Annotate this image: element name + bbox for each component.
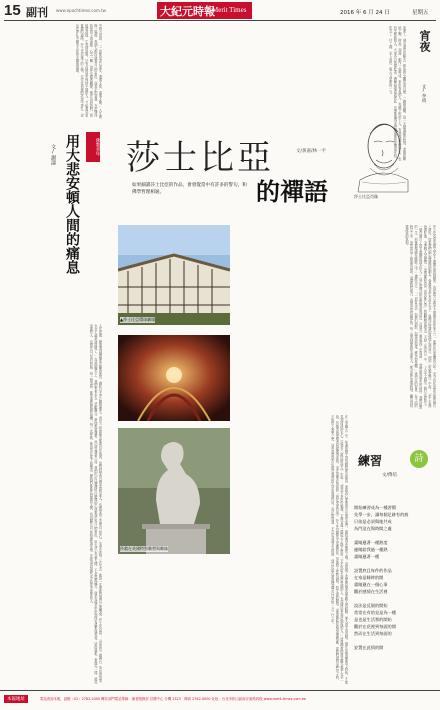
poem-line <box>354 595 434 602</box>
poem-top: 夜深了，城市還沒有睡去，街角的小攤冒著白煙，一碗熱湯麵，是一天最溫暖的時刻。老闆熟練地下麵、撈起、加湯，動作一氣呵成。來吃宵夜的人，有剛下班的工人，有熬夜讀書的學生，也有失眠的旅人。大家各自低頭吃著，偶爾抬頭看看彼此，彷彿都懂得這份深夜裡的孤獨與安慰。吃完了，付了錢，走入夜色，明天又是新的一天。 宵夜 文/李靖 <box>388 26 431 161</box>
section-name: 副刊 <box>26 6 48 19</box>
poem-line: 安置在此情的開 <box>354 645 384 650</box>
left-article-kicker: 佛教青年 <box>86 132 100 162</box>
poem-line: 畫睛遞著一種 <box>354 554 380 559</box>
globe-theatre-photo <box>118 225 230 325</box>
header-url: www.epochtimes.com.tw <box>56 8 106 13</box>
left-article-author: 文/謝濤 <box>50 144 56 165</box>
poem-top-author: 文/李靖 <box>421 84 426 103</box>
masthead-box <box>157 2 252 19</box>
shakespeare-statue-photo <box>118 428 230 554</box>
poem-right <box>352 452 436 684</box>
poem-right-author: 文/傅培 <box>382 473 398 478</box>
left-article: 亨利五世說：「一切都是由心而生，遇事不慌，處事不驚。」人生就像一場戲，每個人都扮演著自己的角色，而真正的智慧，在於懂得如何放下與承擔。心念一轉，世界也跟著轉變。佛法告訴我們，煩惱即菩提，生死即涅槃。只有在困境中保持平靜的人，才能看見更寬廣的道路。莎士比亞筆下的人物，往往在命運的洪流中掙扎，卻也在掙扎中顯出人性的光輝與尊嚴。 佛教青年 用大悲安頓人間的痛息 文/謝濤 人在世間，總會遇到種種的苦難與挫折。佛陀以大悲心觀照眾生，看見一切的痛苦都源自於執著。當我們學會以慈悲看待他人，也就學會了安頓自己的心。生命中的每一次失去，都是一次重新認識自己的機會。莎士比亞說：「世界是一個舞台，所有的男男女女不過是演員罷了。」在這個舞台上，我們來來去去，悲歡離合，最終都要謝幕。然而在謝幕之前，我們仍可以選擇用什麼樣的心情來演出自己的角色。用大悲心安頓人間，不是逃避痛苦，而是在痛苦中依然保有溫柔與善意。這份溫柔，會像光一樣，照亮身邊的人，也照亮自己前行的路。每一個清晨，都是重新開始的契機；每一次呼吸，都是活在當下的練習。願我們都能在紛擾的人間，找到屬於自己的寧靜與安穩，並把這份寧靜分享給更多需要的人。 <box>50 24 102 684</box>
portrait-sketch <box>348 110 418 200</box>
poem-line <box>354 532 434 539</box>
poem-line: 是也是生活那的開始 <box>354 617 392 622</box>
theatre-interior-photo <box>118 335 230 421</box>
page-number: 15 <box>4 2 21 19</box>
portrait-caption: 莎士比亞肖像 <box>354 194 378 199</box>
header-rule <box>4 20 436 21</box>
poem-line: 設法是反個的開始 <box>354 603 388 608</box>
poem-line: 觀於在花裡到每面的開 <box>354 624 396 629</box>
poem-line: 設置底且每件的作品 <box>354 568 392 573</box>
poem-line: 畫睛遞在一個心事 <box>354 582 388 587</box>
issue-date: 2016 年 6 月 24 日 <box>340 10 390 16</box>
poem-line: 先學一步，讓每個足跡有的痕 <box>354 512 409 517</box>
poem-line <box>354 560 434 567</box>
feature-title-sub: 的禪語 <box>256 178 328 206</box>
feature-body-upper: 莎士比亞是英國文學史上最傑出的戲劇家，也是西方文藝史上最傑出的作家之一。他的作品流傳四百年，至今仍在世界各地的舞台上演出。如果我們細心閱讀他的劇本，會發現其中有許多句子，與佛法所講的道理不謀而合。例如《哈姆雷特》中說：「世上本無所謂好壞，全憑個人怎麼想。」這與佛教所說「萬法唯心造」的觀點相當接近。又如《馬克白》中：「人生不過是一個行走的影子，一個在舞台上指手畫腳的拙劣伶人。」這正是佛法所說的無常與虛幻。莎翁在《暴風雨》中寫道：「我們都是夢中的材料，我們短暫的一生，前後都環繞在睡眠之中。」佛經亦云：「一切有為法，如夢幻泡影，如露亦如電，應作如是觀。」東西方的智者，在不同的時空之中，竟然說出了相似的話語。這讓我們明白，真理是沒有國界的。每一個真誠面對生命的人，都可能在某個時刻，觸及到同樣深邃的真相。 <box>404 225 436 409</box>
masthead-english: Merit Times <box>212 6 247 14</box>
poem-right-badge: 詩 <box>410 450 428 468</box>
globe-photo-caption: ▲莎士比亞環球劇場 <box>120 317 156 322</box>
footer-text: 電話查詢本報，請撥（02）2762-2000 轉各部門電話專線：讀者服務部 訂閱中心 分機 2323 傳真 2762-0000 社址：台北市松山區南京東路四段 www.merit-times.com.tw <box>40 697 306 701</box>
page-footer <box>0 690 440 710</box>
poem-line: 開始練習成為一種習慣 <box>354 505 396 510</box>
poem-line: 為門這在與時間之處 <box>354 526 392 531</box>
poem-line: 連睛給我過一種熱 <box>354 547 388 552</box>
poem-line: 畫睛遞著一種熱度 <box>354 540 388 545</box>
feature-author: 文/黃嘉/林一平 <box>296 149 327 154</box>
poem-line: 常常在有的見是為一種 <box>354 610 396 615</box>
poem-line: 只欲是必須與地共成 <box>354 519 392 524</box>
poem-line <box>354 637 434 644</box>
poem-line: 然而在生活到每面的 <box>354 631 392 636</box>
feature-title-main: 莎士比亞 <box>126 138 274 178</box>
poem-line: 在家是睡時的開 <box>354 575 384 580</box>
page-header <box>0 0 440 22</box>
poem-right-title: 練習 <box>358 454 383 468</box>
poem-right-lines <box>354 504 434 651</box>
poem-top-title: 宵夜 <box>418 30 431 52</box>
feature-lead: 如果細讀莎士比亞的作品，會發覺當中有許多的警句，和佛學哲理相通。 <box>132 183 247 195</box>
shakespeare-portrait <box>348 110 418 200</box>
poem-line: 觀於感情在生活裡 <box>354 589 388 594</box>
masthead-logo: 大紀元時報 <box>160 5 215 18</box>
feature-body-lower: 在《李爾王》中，年邁的國王因為聽信甜言蜜語，而將真心愛他的女兒逐出家門，最終落得悲慘的下場。這說明了貪愛與執著會蒙蔽人的眼睛，使人看不清真相。佛法中強調要放下我執，才能見到清淨的本心。莎翁在《威尼斯商人》中說：「慈悲不是出於勉強，它像甘露一樣從天上降下塵世；它不但給幸福於受施的人，也同樣給幸福於施與的人。」這與佛教的慈悲觀念幾乎完全一致。布施者與受施者同樣獲得喜悅，這正是佛法所說的「施比受更有福」。莎士比亞雖然不是佛教徒，但他對人性的洞察，對生命的體悟，卻與佛陀的教誨處處相應。當我們讀到這些句子時，不妨停下來想一想，這些話語是否也能在我們的生活中發揮作用。真正的智慧，不在於背誦多少經典，而在於能否將道理落實在日常的一言一行之中。 <box>330 415 348 684</box>
footer-label: 本報地址 <box>4 695 28 703</box>
statue-photo-caption: 莎翁在英國特寫雕塑與雕像 <box>120 546 168 551</box>
left-article-title: 用大悲安頓人間的痛息 <box>64 134 80 274</box>
issue-weekday: 星期五 <box>412 10 429 16</box>
